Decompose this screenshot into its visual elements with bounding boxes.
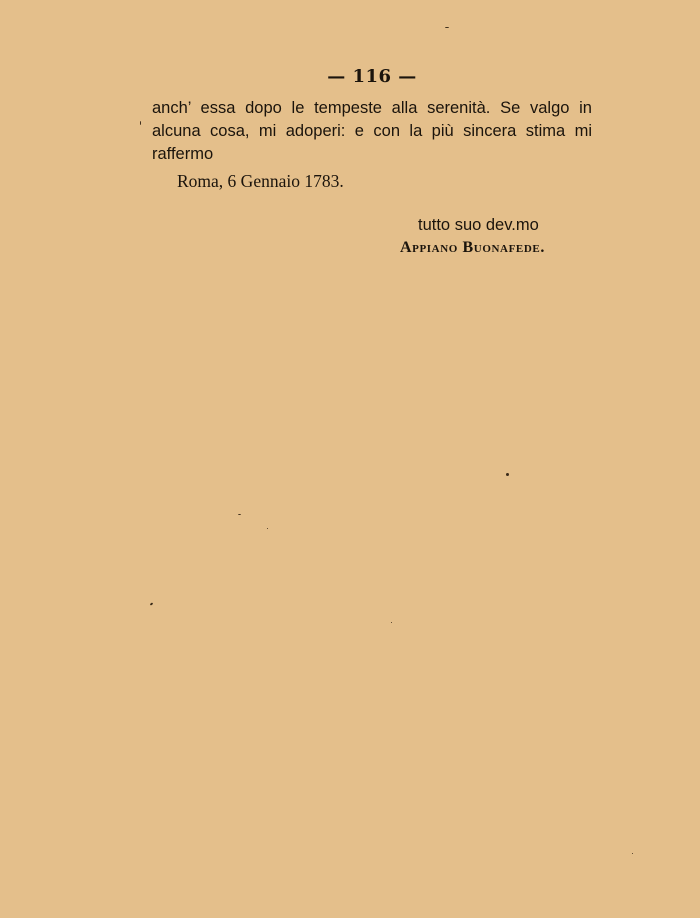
scan-speck — [267, 528, 268, 529]
dateline: Roma, 6 Gennaio 1783. — [177, 171, 344, 191]
scan-speck — [445, 27, 449, 28]
scan-speck — [140, 121, 141, 125]
scan-speck — [506, 473, 509, 476]
page-number: — 116 — — [327, 66, 417, 87]
scan-speck — [632, 853, 633, 854]
closing-formula: tutto suo dev.mo — [418, 216, 539, 234]
letter-body — [152, 97, 592, 166]
scan-speck — [238, 514, 241, 515]
scan-speck — [391, 622, 392, 623]
body-line: raffermo — [152, 145, 214, 163]
signature: Appiano Buonafede. — [400, 239, 545, 256]
body-line: alcuna cosa, mi adoperi: e con la più sincera stima mi — [152, 122, 592, 140]
scan-speck — [150, 602, 154, 605]
body-line: anch’ essa dopo le tempeste alla serenità. Se valgo in — [152, 99, 592, 117]
